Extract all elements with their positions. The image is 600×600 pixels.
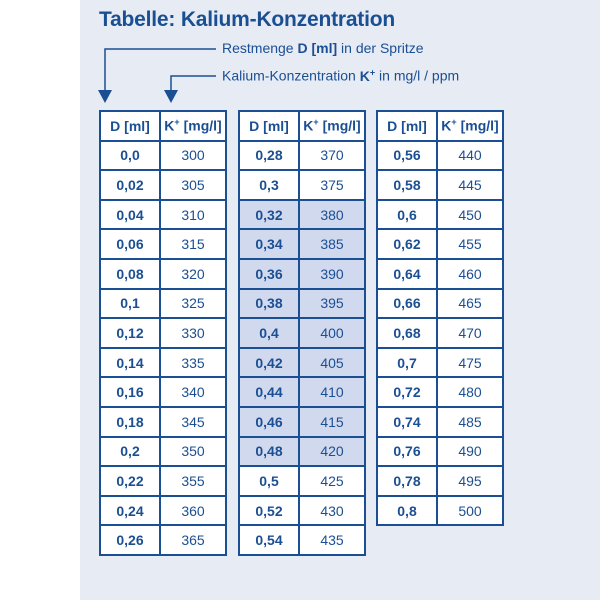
- volume-cell: 0,48: [239, 437, 299, 467]
- volume-cell: 0,06: [100, 229, 160, 259]
- header-potassium: K+ [mg/l]: [437, 111, 503, 141]
- legend-potassium-symbol: K+: [359, 67, 376, 84]
- header-potassium: K+ [mg/l]: [299, 111, 365, 141]
- concentration-cell: 380: [299, 200, 365, 230]
- table-row: [100, 466, 226, 496]
- volume-cell: 0,04: [100, 200, 160, 230]
- volume-cell: 0,62: [377, 229, 437, 259]
- concentration-cell: 305: [160, 170, 226, 200]
- concentration-table-3: [376, 110, 504, 526]
- table-row: [239, 200, 365, 230]
- volume-cell: 0,6: [377, 200, 437, 230]
- table-row: [377, 229, 503, 259]
- table-row: [377, 348, 503, 378]
- table-row: [100, 377, 226, 407]
- volume-cell: 0,18: [100, 407, 160, 437]
- concentration-cell: 400: [299, 318, 365, 348]
- volume-cell: 0,5: [239, 466, 299, 496]
- concentration-cell: 340: [160, 377, 226, 407]
- table-row: [377, 377, 503, 407]
- concentration-cell: 315: [160, 229, 226, 259]
- table-row: [239, 229, 365, 259]
- table-row: [239, 141, 365, 171]
- volume-cell: 0,74: [377, 407, 437, 437]
- table-row: [239, 318, 365, 348]
- concentration-cell: 320: [160, 259, 226, 289]
- concentration-cell: 355: [160, 466, 226, 496]
- concentration-cell: 500: [437, 496, 503, 526]
- table-row: [239, 289, 365, 319]
- table-row: [377, 437, 503, 467]
- concentration-cell: 350: [160, 437, 226, 467]
- table-header-row: [239, 111, 365, 141]
- concentration-cell: 435: [299, 525, 365, 555]
- table-row: [239, 525, 365, 555]
- table-row: [377, 200, 503, 230]
- volume-cell: 0,16: [100, 377, 160, 407]
- table-row: [239, 170, 365, 200]
- table-row: [377, 496, 503, 526]
- header-volume: D [ml]: [377, 111, 437, 141]
- concentration-cell: 430: [299, 496, 365, 526]
- volume-cell: 0,2: [100, 437, 160, 467]
- volume-cell: 0,66: [377, 289, 437, 319]
- table-row: [377, 141, 503, 171]
- volume-cell: 0,02: [100, 170, 160, 200]
- header-volume: D [ml]: [239, 111, 299, 141]
- concentration-cell: 440: [437, 141, 503, 171]
- concentration-cell: 405: [299, 348, 365, 378]
- concentration-cell: 335: [160, 348, 226, 378]
- table-row: [239, 437, 365, 467]
- legend-potassium-prefix: Kalium-Konzentration: [222, 67, 360, 84]
- header-potassium: K+ [mg/l]: [160, 111, 226, 141]
- table-row: [100, 170, 226, 200]
- concentration-cell: 310: [160, 200, 226, 230]
- volume-cell: 0,32: [239, 200, 299, 230]
- table-row: [239, 348, 365, 378]
- volume-cell: 0,42: [239, 348, 299, 378]
- concentration-cell: 385: [299, 229, 365, 259]
- table-row: [239, 377, 365, 407]
- concentration-cell: 470: [437, 318, 503, 348]
- volume-cell: 0,38: [239, 289, 299, 319]
- concentration-cell: 425: [299, 466, 365, 496]
- volume-cell: 0,68: [377, 318, 437, 348]
- concentration-cell: 465: [437, 289, 503, 319]
- concentration-cell: 370: [299, 141, 365, 171]
- table-row: [377, 170, 503, 200]
- concentration-cell: 395: [299, 289, 365, 319]
- table-row: [377, 289, 503, 319]
- concentration-cell: 485: [437, 407, 503, 437]
- concentration-cell: 375: [299, 170, 365, 200]
- table-row: [100, 229, 226, 259]
- header-volume: D [ml]: [100, 111, 160, 141]
- table-row: [100, 141, 226, 171]
- table-row: [100, 289, 226, 319]
- table-row: [100, 407, 226, 437]
- concentration-cell: 300: [160, 141, 226, 171]
- concentration-cell: 455: [437, 229, 503, 259]
- table-row: [377, 259, 503, 289]
- table-row: [377, 407, 503, 437]
- concentration-cell: 410: [299, 377, 365, 407]
- legend-volume-symbol: D [ml]: [297, 40, 338, 56]
- table-row: [100, 496, 226, 526]
- concentration-cell: 445: [437, 170, 503, 200]
- volume-cell: 0,56: [377, 141, 437, 171]
- concentration-cell: 415: [299, 407, 365, 437]
- legend-arrows: [0, 0, 600, 110]
- table-row: [100, 437, 226, 467]
- volume-cell: 0,0: [100, 141, 160, 171]
- volume-cell: 0,78: [377, 466, 437, 496]
- concentration-cell: 480: [437, 377, 503, 407]
- volume-cell: 0,3: [239, 170, 299, 200]
- potassium-arrow-icon: [164, 76, 216, 103]
- table-row: [100, 348, 226, 378]
- volume-cell: 0,4: [239, 318, 299, 348]
- table-header-row: [377, 111, 503, 141]
- table-row: [100, 318, 226, 348]
- table-row: [239, 466, 365, 496]
- volume-cell: 0,58: [377, 170, 437, 200]
- volume-cell: 0,34: [239, 229, 299, 259]
- table-row: [239, 259, 365, 289]
- volume-cell: 0,08: [100, 259, 160, 289]
- page-title: Tabelle: Kalium-Konzentration: [99, 8, 395, 31]
- concentration-cell: 360: [160, 496, 226, 526]
- concentration-cell: 490: [437, 437, 503, 467]
- concentration-cell: 345: [160, 407, 226, 437]
- volume-cell: 0,72: [377, 377, 437, 407]
- volume-cell: 0,1: [100, 289, 160, 319]
- table-row: [377, 318, 503, 348]
- volume-cell: 0,8: [377, 496, 437, 526]
- volume-cell: 0,36: [239, 259, 299, 289]
- volume-cell: 0,54: [239, 525, 299, 555]
- concentration-cell: 420: [299, 437, 365, 467]
- volume-cell: 0,44: [239, 377, 299, 407]
- volume-cell: 0,28: [239, 141, 299, 171]
- legend-potassium-suffix: in mg/l / ppm: [375, 67, 460, 84]
- table-row: [239, 496, 365, 526]
- volume-cell: 0,46: [239, 407, 299, 437]
- table-header-row: [100, 111, 226, 141]
- concentration-cell: 450: [437, 200, 503, 230]
- volume-cell: 0,24: [100, 496, 160, 526]
- volume-cell: 0,22: [100, 466, 160, 496]
- concentration-table-1: [99, 110, 227, 556]
- concentration-cell: 330: [160, 318, 226, 348]
- volume-cell: 0,64: [377, 259, 437, 289]
- volume-cell: 0,12: [100, 318, 160, 348]
- volume-cell: 0,14: [100, 348, 160, 378]
- volume-cell: 0,7: [377, 348, 437, 378]
- concentration-cell: 460: [437, 259, 503, 289]
- concentration-cell: 475: [437, 348, 503, 378]
- legend-volume-suffix: in der Spritze: [337, 40, 424, 56]
- concentration-cell: 325: [160, 289, 226, 319]
- concentration-cell: 365: [160, 525, 226, 555]
- concentration-table-2: [238, 110, 366, 556]
- concentration-cell: 495: [437, 466, 503, 496]
- volume-cell: 0,26: [100, 525, 160, 555]
- table-row: [100, 259, 226, 289]
- table-row: [377, 466, 503, 496]
- legend-volume-prefix: Restmenge: [222, 40, 298, 56]
- table-row: [239, 407, 365, 437]
- concentration-cell: 390: [299, 259, 365, 289]
- table-row: [100, 525, 226, 555]
- table-row: [100, 200, 226, 230]
- volume-cell: 0,52: [239, 496, 299, 526]
- volume-cell: 0,76: [377, 437, 437, 467]
